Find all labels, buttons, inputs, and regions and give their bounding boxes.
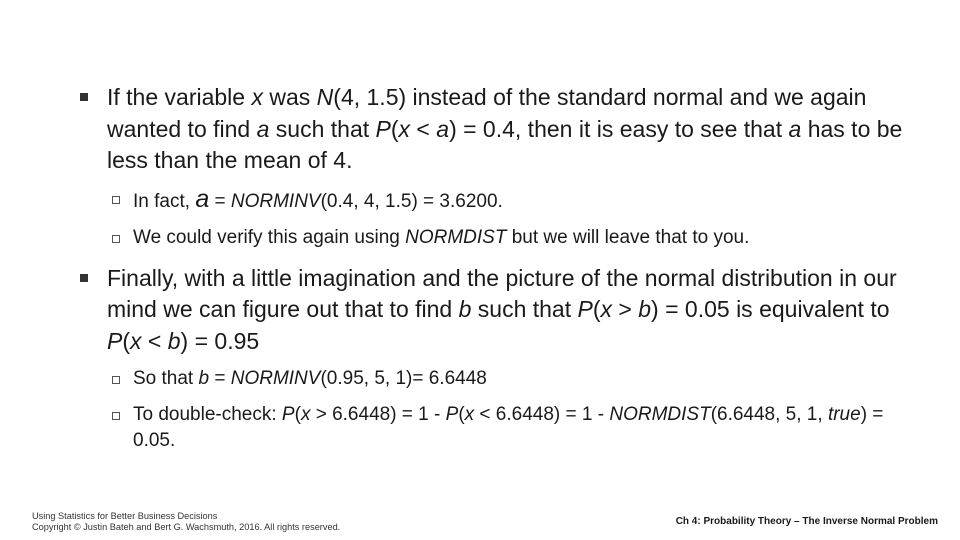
text-run: (4, 1.5) instead of the standard normal and we again wanted to find — [107, 84, 867, 142]
text-run: ( — [458, 404, 465, 425]
italic-text-run: x — [464, 404, 475, 425]
sub-bullet-text — [133, 227, 749, 248]
text-run: (0.95, 5, 1)= 6.6448 — [320, 368, 487, 389]
italic-text-run: NORMINV — [230, 190, 321, 212]
italic-text-run: true — [827, 404, 861, 425]
sub-bullet-text — [133, 368, 487, 389]
italic-text-run: b — [198, 368, 210, 389]
text-run: So that — [133, 368, 199, 389]
bullet-text — [107, 84, 902, 173]
text-run: but we will leave that to you. — [506, 226, 750, 248]
sub-bullet-text — [133, 184, 503, 213]
text-run: ( — [390, 115, 399, 142]
bullet-upper-tail — [78, 263, 918, 358]
text-run: We could verify this again using — [133, 226, 406, 248]
text-run: To double-check: — [133, 404, 282, 425]
text-run: < 6.6448) = 1 - — [474, 404, 610, 425]
italic-text-run: x — [251, 84, 263, 110]
italic-text-run: b — [458, 296, 472, 322]
italic-text-run: N — [316, 84, 334, 110]
hollow-square-bullet-icon — [112, 196, 120, 204]
square-bullet-icon — [80, 274, 88, 282]
hollow-square-bullet-icon — [112, 412, 120, 420]
text-run: ( — [294, 404, 301, 425]
italic-text-run: NORMDIST — [405, 226, 507, 248]
text-run: In fact, — [133, 190, 196, 212]
text-run: < — [410, 115, 437, 142]
sub-bullet-text — [133, 404, 883, 451]
bullet-inverse-normal-intro — [78, 82, 918, 177]
footer-copyright: Copyright © Justin Bateh and Bert G. Wachsmuth, 2016. All rights reserved. — [32, 522, 341, 532]
italic-text-run: x — [398, 115, 411, 142]
text-run: (0.4, 4, 1.5) = 3.6200. — [320, 190, 503, 212]
text-run: If the variable — [107, 84, 252, 110]
hollow-square-bullet-icon — [112, 235, 120, 243]
italic-text-run: NORMINV — [230, 368, 321, 389]
square-bullet-icon — [80, 93, 88, 101]
italic-text-run: x — [300, 404, 311, 425]
text-run: ) = 0.4, then it is easy to see that — [449, 115, 789, 142]
italic-text-run: a — [436, 115, 450, 142]
italic-text-run: b — [167, 327, 181, 354]
text-run: < — [141, 327, 168, 354]
bullet-text — [107, 265, 897, 354]
text-run: (6.6448, 5, 1, — [710, 404, 828, 425]
italic-text-run: P — [445, 404, 459, 425]
italic-text-run: a — [256, 115, 270, 142]
text-run: ) = 0.05. — [133, 404, 884, 451]
text-run: = — [209, 368, 231, 389]
hollow-square-bullet-icon — [112, 376, 120, 384]
italic-text-run: P — [577, 296, 593, 322]
footer-left — [32, 511, 340, 533]
text-run: > — [612, 296, 639, 322]
text-run: has to be less than the mean of 4. — [107, 115, 903, 173]
text-run: ( — [122, 327, 131, 354]
footer-chapter-title: Ch 4: Probability Theory – The Inverse Normal Problem — [675, 516, 938, 527]
text-run: = — [209, 190, 231, 212]
text-run: ) = 0.95 — [180, 327, 260, 354]
text-run: Finally, with a little imagination and the picture of the normal distribution in our mind we can figure out that to find — [107, 264, 897, 322]
sub-bullet-verify-normdist — [78, 225, 918, 251]
sub-bullet-double-check — [78, 402, 918, 454]
text-run: such that — [471, 296, 578, 322]
footer-book-title: Using Statistics for Better Business Decisions — [32, 511, 218, 521]
text-run: was — [262, 84, 317, 110]
text-run: > 6.6448) = 1 - — [310, 404, 446, 425]
italic-text-run: x — [130, 327, 142, 354]
slide-body — [78, 82, 918, 454]
text-run: such that — [269, 115, 376, 142]
text-run: ( — [592, 296, 601, 322]
italic-text-run: P — [375, 115, 391, 142]
italic-text-run: a — [195, 184, 210, 213]
italic-text-run: a — [788, 115, 802, 142]
text-run: ) = 0.05 is equivalent to — [651, 296, 890, 322]
italic-text-run: P — [107, 327, 123, 354]
italic-text-run: NORMDIST — [609, 404, 711, 425]
italic-text-run: P — [281, 404, 295, 425]
sub-bullet-norminv-b — [78, 366, 918, 392]
sub-bullet-norminv-result — [78, 186, 918, 215]
italic-text-run: x — [600, 296, 613, 322]
italic-text-run: b — [638, 296, 652, 322]
